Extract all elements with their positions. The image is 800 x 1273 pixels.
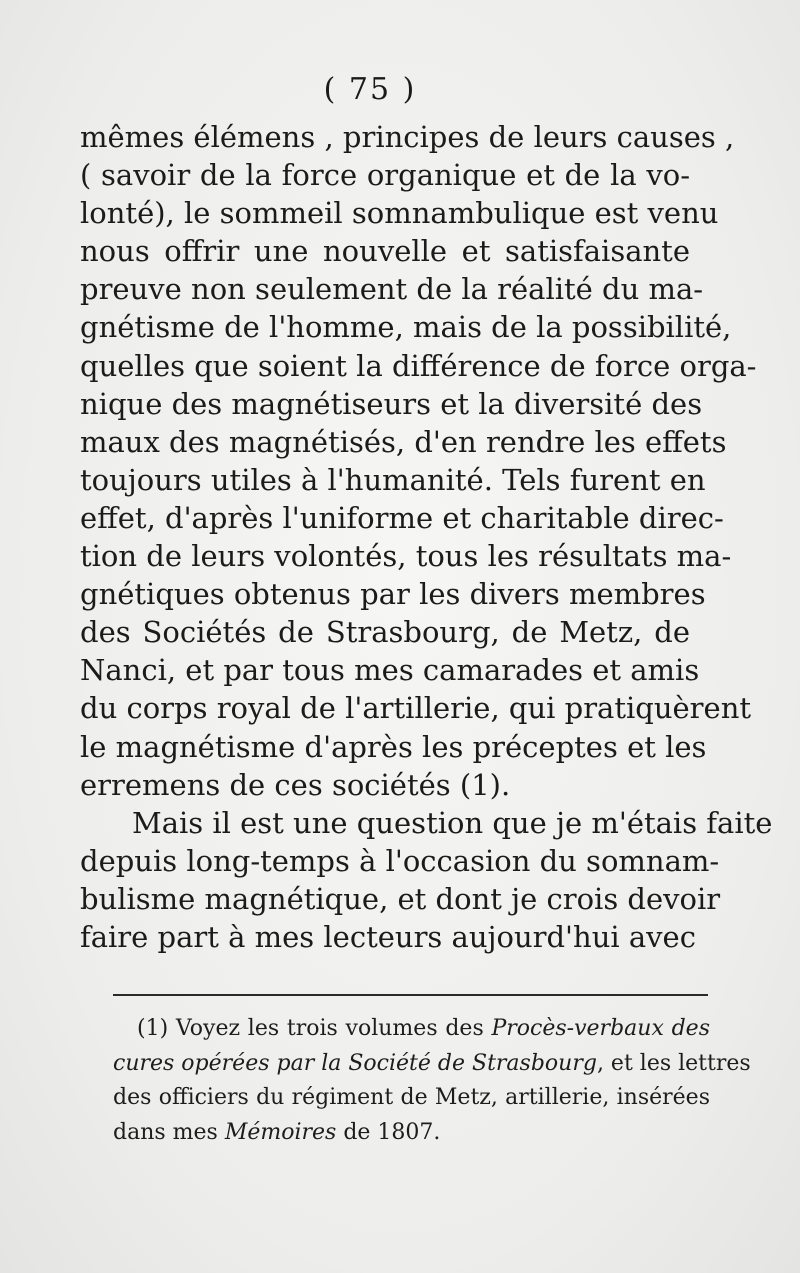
text-line: gnétisme de l'homme, mais de la possibilité, [80,310,732,345]
text-line: lonté), le sommeil somnambulique est venu [80,196,719,231]
footnote-text: de 1807. [336,1119,441,1145]
main-text [80,118,773,956]
text-line: erremens de ces sociétés (1). [80,767,511,802]
text-line: des Sociétés de Strasbourg, de Metz, de [80,615,690,650]
text-line: Mais il est une question que je m'étais faite [132,805,773,840]
footnote-line [113,1047,751,1082]
text-line: maux des magnétisés, d'en rendre les effets [80,424,727,459]
text-line: Nanci, et par tous mes camarades et amis [80,653,700,688]
text-line: du corps royal de l'artillerie, qui pratiquèrent [80,691,752,726]
text-line: effet, d'après l'uniforme et charitable direc- [80,500,724,535]
text-line: depuis long-temps à l'occasion du somnam- [80,843,720,878]
text-line: ( savoir de la force organique et de la vo- [80,158,690,193]
footnote-text: dans mes [113,1119,225,1145]
text-line: gnétiques obtenus par les divers membres [80,577,706,612]
footnote-text: , et les lettres [596,1050,751,1076]
text-line: nous offrir une nouvelle et satisfaisante [80,234,690,269]
footnote-line [113,1116,710,1151]
text-line: quelles que soient la différence de force orga- [80,348,757,383]
footnote-italic-text: Procès-verbaux des [491,1016,710,1041]
text-line: nique des magnétiseurs et la diversité des [80,386,703,421]
text-line: mêmes élémens , principes de leurs causes , [80,120,735,154]
text-line: le magnétisme d'après les préceptes et les [80,729,707,764]
footnote-separator [113,994,708,996]
footnote-line: des officiers du régiment de Metz, artillerie, insérées [113,1085,710,1110]
text-line: tion de leurs volontés, tous les résultats ma- [80,539,732,574]
footnote-text: (1) Voyez les trois volumes des [137,1016,492,1041]
text-line: faire part à mes lecteurs aujourd'hui avec [80,919,696,954]
footnote-line [113,1012,710,1047]
page-number: ( 75 ) [323,72,417,107]
text-line: preuve non seulement de la réalité du ma- [80,272,704,307]
footnote [113,1012,751,1150]
footnote-italic-text: cures opérées par la Société de Strasbourg [113,1050,597,1076]
text-line: bulisme magnétique, et dont je crois devoir [80,881,721,916]
text-line: toujours utiles à l'humanité. Tels furent en [80,462,706,497]
footnote-italic-text: Mémoires [224,1119,337,1145]
